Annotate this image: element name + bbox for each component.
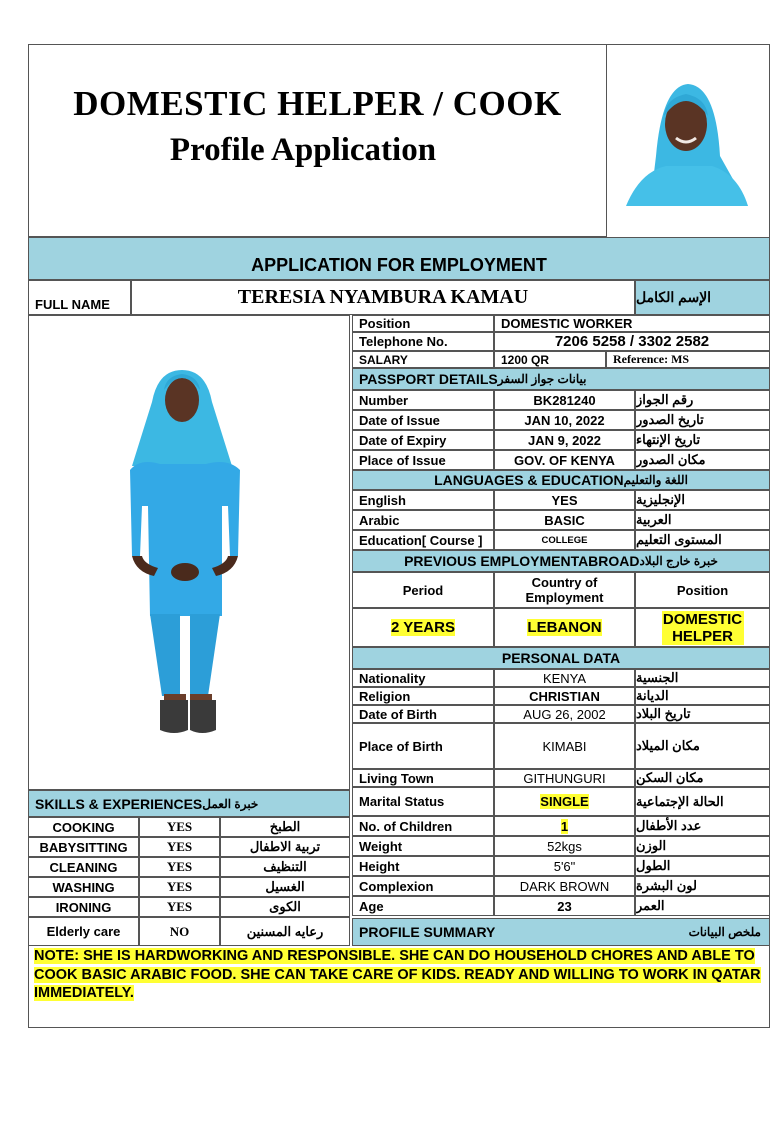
- personal-label: No. of Children: [352, 816, 494, 836]
- employment-section-header: [352, 550, 770, 572]
- personal-value: [494, 787, 635, 816]
- personal-label: Weight: [352, 836, 494, 856]
- personal-label-ar: الطول: [635, 856, 770, 876]
- personal-label-ar: العمر: [635, 896, 770, 916]
- telephone-label: Telephone No.: [352, 332, 494, 351]
- languages-title: LANGUAGES & EDUCATION: [434, 472, 624, 488]
- profile-summary-text: NOTE: SHE IS HARDWORKING AND RESPONSIBLE. SHE CAN DO HOUSEHOLD CHORES AND ABLE TO COOK BASIC ARABIC FOOD. SHE CAN TAKE CARE OF KIDS. READY AND WILLING TO WORK IN QATAR IMMEDIATELY.: [34, 948, 761, 1001]
- personal-title: PERSONAL DATA: [501, 650, 621, 666]
- personal-label-ar: الحالة الإجتماعية: [635, 787, 770, 816]
- languages-label-ar: العربية: [635, 510, 770, 530]
- passport-value: JAN 10, 2022: [494, 410, 635, 430]
- passport-label: Date of Expiry: [352, 430, 494, 450]
- passport-label: Date of Issue: [352, 410, 494, 430]
- languages-value: BASIC: [494, 510, 635, 530]
- personal-label: Place of Birth: [352, 723, 494, 769]
- personal-label-ar: مكان السكن: [635, 769, 770, 787]
- passport-label: Number: [352, 390, 494, 410]
- languages-label: Education[ Course ]: [352, 530, 494, 550]
- page-subtitle: Profile Application: [169, 132, 437, 168]
- skill-label: COOKING: [28, 817, 139, 837]
- personal-label-ar: الجنسية: [635, 669, 770, 687]
- personal-value: CHRISTIAN: [494, 687, 635, 705]
- languages-label: Arabic: [352, 510, 494, 530]
- skills-title-ar: خبرة العمل: [202, 796, 259, 811]
- passport-label-ar: رقم الجواز: [635, 390, 770, 410]
- employment-country: LEBANON: [527, 619, 602, 636]
- profile-summary-note: [34, 947, 766, 1003]
- personal-value: DARK BROWN: [494, 876, 635, 896]
- personal-label-ar: الديانة: [635, 687, 770, 705]
- passport-label: Place of Issue: [352, 450, 494, 470]
- skill-label-ar: التنظيف: [220, 857, 350, 877]
- personal-label: Date of Birth: [352, 705, 494, 723]
- skills-section-header: [28, 790, 350, 817]
- salary-value: 1200 QR: [494, 351, 606, 368]
- personal-value: GITHUNGURI: [494, 769, 635, 787]
- skill-label-ar: تربية الاطفال: [220, 837, 350, 857]
- personal-value: KIMABI: [494, 723, 635, 769]
- passport-label-ar: مكان الصدور: [635, 450, 770, 470]
- telephone-value: 7206 5258 / 3302 2582: [494, 332, 770, 351]
- fullbody-photo: [110, 366, 260, 738]
- personal-label: Religion: [352, 687, 494, 705]
- employment-country-cell: [494, 608, 635, 647]
- full-name-value: TERESIA NYAMBURA KAMAU: [131, 280, 635, 315]
- personal-value: AUG 26, 2002: [494, 705, 635, 723]
- headshot-photo: [620, 76, 752, 208]
- skill-label: CLEANING: [28, 857, 139, 877]
- employment-header-country: Country of Employment: [494, 572, 635, 608]
- skill-label: Elderly care: [28, 917, 139, 946]
- employment-position: DOMESTIC HELPER: [662, 610, 743, 645]
- application-band: [28, 237, 770, 280]
- skill-value: YES: [139, 897, 220, 917]
- employment-position-cell: [635, 608, 770, 647]
- personal-value: 5'6": [494, 856, 635, 876]
- employment-period-cell: [352, 608, 494, 647]
- skill-value: YES: [139, 857, 220, 877]
- languages-label: English: [352, 490, 494, 510]
- personal-value-highlight: 1: [560, 818, 569, 834]
- personal-value: KENYA: [494, 669, 635, 687]
- employment-header-period: Period: [352, 572, 494, 608]
- skill-label-ar: الكوى: [220, 897, 350, 917]
- skill-value: YES: [139, 837, 220, 857]
- languages-section-header: [352, 470, 770, 490]
- personal-label-ar: تاريخ البلاد: [635, 705, 770, 723]
- skills-title: SKILLS & EXPERIENCES: [35, 795, 203, 812]
- personal-label-ar: عدد الأطفال: [635, 816, 770, 836]
- passport-title-ar: بيانات جواز السفر: [497, 372, 587, 386]
- personal-label-ar: الوزن: [635, 836, 770, 856]
- skill-label: IRONING: [28, 897, 139, 917]
- personal-value: 52kgs: [494, 836, 635, 856]
- skill-value: YES: [139, 817, 220, 837]
- personal-label: Height: [352, 856, 494, 876]
- reference-value: Reference: MS: [606, 351, 770, 368]
- passport-value: BK281240: [494, 390, 635, 410]
- application-title: APPLICATION FOR EMPLOYMENT: [251, 255, 547, 275]
- passport-label-ar: تاريخ الصدور: [635, 410, 770, 430]
- personal-label-ar: مكان الميلاد: [635, 723, 770, 769]
- personal-label: Age: [352, 896, 494, 916]
- position-value: DOMESTIC WORKER: [494, 315, 770, 332]
- passport-section-header: [352, 368, 770, 390]
- employment-header-position: Position: [635, 572, 770, 608]
- skill-label: WASHING: [28, 877, 139, 897]
- skill-value: NO: [139, 917, 220, 946]
- summary-title-ar: ملخص البيانات: [688, 925, 761, 939]
- languages-label-ar: المستوى التعليم: [635, 530, 770, 550]
- position-label: Position: [352, 315, 494, 332]
- personal-value-highlight: SINGLE: [540, 794, 589, 809]
- passport-title: PASSPORT DETAILS: [359, 371, 498, 387]
- personal-section-header: [352, 647, 770, 669]
- languages-value: COLLEGE: [494, 530, 635, 550]
- salary-label: SALARY: [352, 351, 494, 368]
- skill-label-ar: رعايه المسنين: [220, 917, 350, 946]
- employment-period: 2 YEARS: [391, 619, 455, 636]
- languages-label-ar: الإنجليزية: [635, 490, 770, 510]
- full-name-label-ar: الإسم الكامل: [635, 280, 770, 315]
- skill-label-ar: الطبخ: [220, 817, 350, 837]
- languages-title-ar: اللغة والتعليم: [623, 473, 688, 487]
- employment-title-ar: خبرة خارج البلاد: [639, 554, 718, 568]
- passport-value: JAN 9, 2022: [494, 430, 635, 450]
- summary-title: PROFILE SUMMARY: [359, 924, 496, 940]
- personal-label: Living Town: [352, 769, 494, 787]
- personal-label: Marital Status: [352, 787, 494, 816]
- personal-value: 23: [494, 896, 635, 916]
- skill-value: YES: [139, 877, 220, 897]
- personal-label: Nationality: [352, 669, 494, 687]
- passport-value: GOV. OF KENYA: [494, 450, 635, 470]
- employment-title: PREVIOUS EMPLOYMENTABROAD: [404, 553, 640, 569]
- languages-value: YES: [494, 490, 635, 510]
- skill-label-ar: الغسيل: [220, 877, 350, 897]
- full-name-label: FULL NAME: [28, 280, 131, 315]
- summary-section-header: [352, 918, 770, 946]
- personal-value: [494, 816, 635, 836]
- passport-label-ar: تاريخ الإنتهاء: [635, 430, 770, 450]
- page-title: DOMESTIC HELPER / COOK: [73, 84, 562, 123]
- personal-label-ar: لون البشرة: [635, 876, 770, 896]
- skill-label: BABYSITTING: [28, 837, 139, 857]
- personal-label: Complexion: [352, 876, 494, 896]
